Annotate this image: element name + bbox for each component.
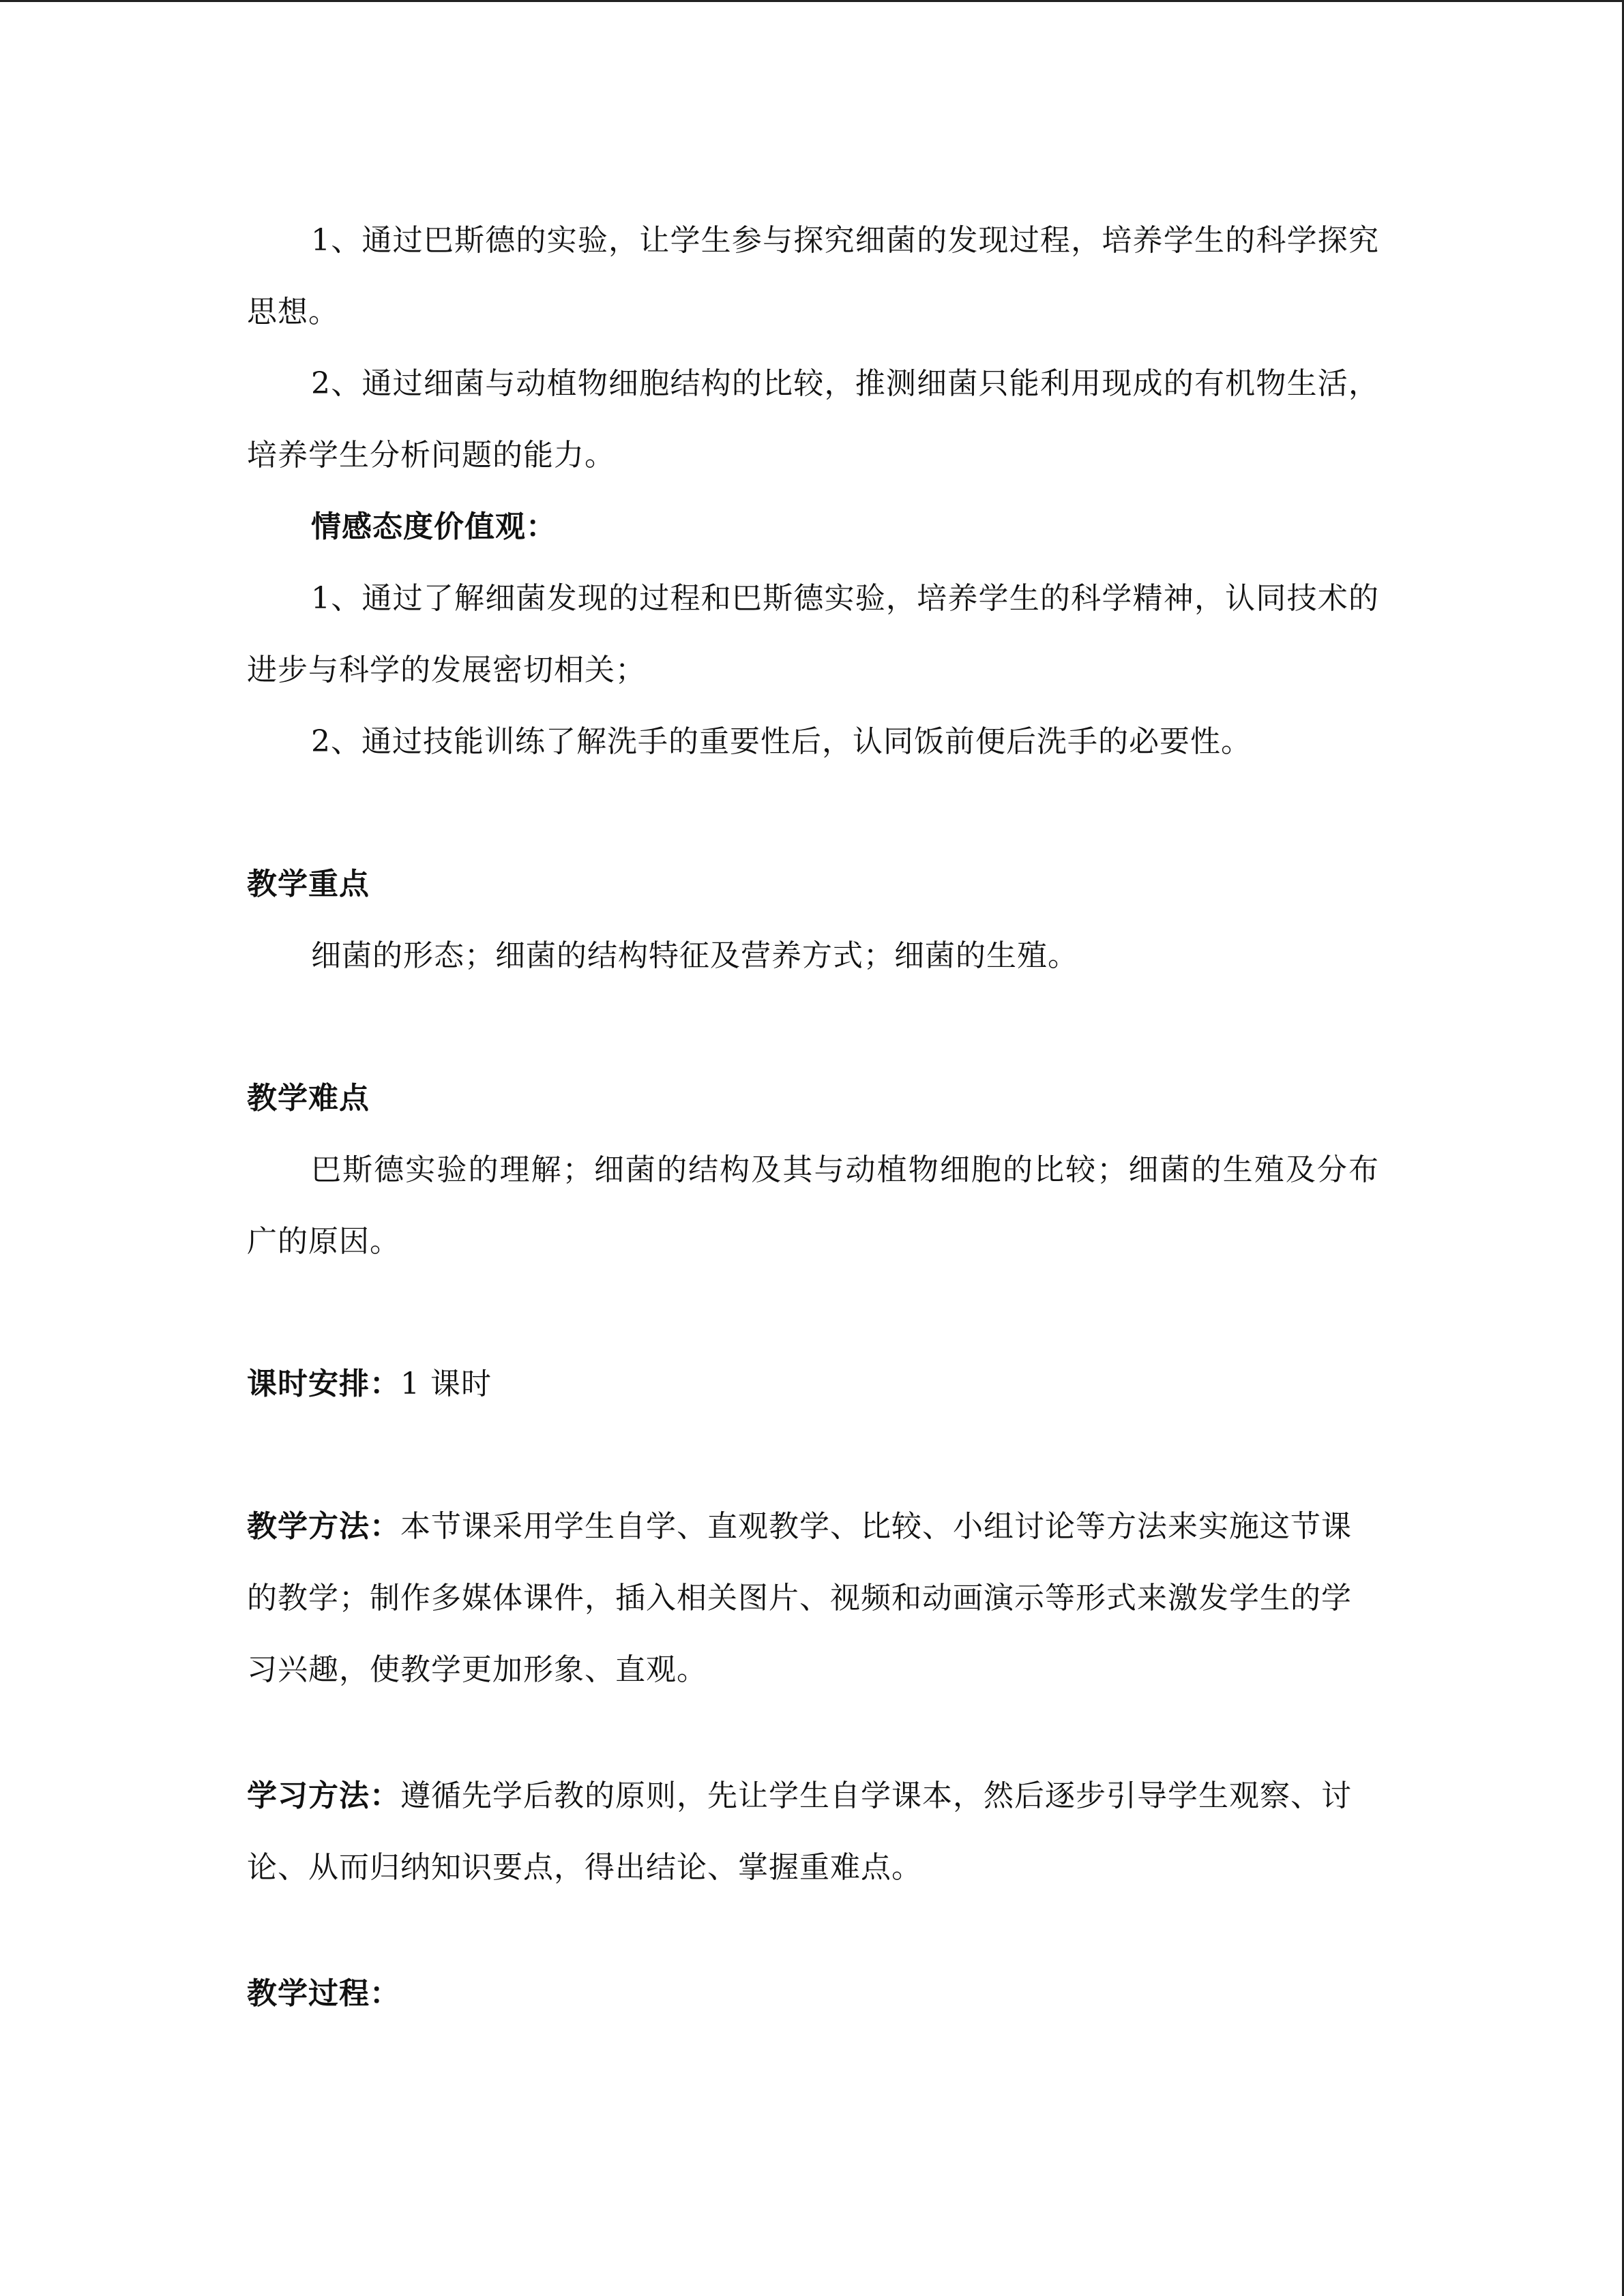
process-skill-item-1: 1、通过巴斯德的实验，让学生参与探究细菌的发现过程，培养学生的科学探究思想。: [247, 223, 1379, 329]
schedule-label: 课时安排：: [247, 1367, 400, 1401]
key-points-text: 细菌的形态；细菌的结构特征及营养方式；细菌的生殖。: [311, 938, 1078, 973]
learning-method-paragraph: [247, 1760, 1379, 1903]
emotion-item-2: 2、通过技能训练了解洗手的重要性后，认同饭前便后洗手的必要性。: [311, 724, 1252, 759]
key-points-heading: 教学重点: [247, 867, 370, 901]
teaching-method-paragraph: [247, 1491, 1379, 1705]
page-border-top: [0, 0, 1624, 2]
section-spacer: [247, 1277, 1379, 1348]
section-spacer: [247, 777, 1379, 848]
section-spacer: [247, 1420, 1379, 1491]
difficult-points-heading: 教学难点: [247, 1081, 370, 1116]
schedule-value: 1 课时: [400, 1367, 492, 1401]
section-spacer: [247, 1705, 1379, 1760]
difficult-points-text: 巴斯德实验的理解；细菌的结构及其与动植物细胞的比较；细菌的生殖及分布广的原因。: [247, 1152, 1379, 1259]
schedule-line: [247, 1348, 1379, 1420]
emotion-heading: 情感态度价值观：: [311, 509, 557, 544]
learning-method-text: 遵循先学后教的原则，先让学生自学课本，然后逐步引导学生观察、讨论、从而归纳知识要点，得出结论、掌握重难点。: [247, 1778, 1352, 1885]
learning-method-label: 学习方法：: [247, 1778, 400, 1813]
section-spacer: [247, 992, 1379, 1062]
section-spacer: [247, 1903, 1379, 1958]
teaching-method-label: 教学方法：: [247, 1509, 400, 1544]
teaching-method-text: 本节课采用学生自学、直观教学、比较、小组讨论等方法来实施这节课的教学；制作多媒体课件，插入相关图片、视频和动画演示等形式来激发学生的学习兴趣，使教学更加形象、直观。: [247, 1509, 1352, 1687]
document-body: [247, 205, 1379, 2029]
process-heading: 教学过程：: [247, 1976, 400, 2011]
process-skill-item-2: 2、通过细菌与动植物细胞结构的比较，推测细菌只能利用现成的有机物生活，培养学生分析问题的能力。: [247, 366, 1379, 473]
emotion-item-1: 1、通过了解细菌发现的过程和巴斯德实验，培养学生的科学精神，认同技术的进步与科学的发展密切相关；: [247, 581, 1379, 687]
